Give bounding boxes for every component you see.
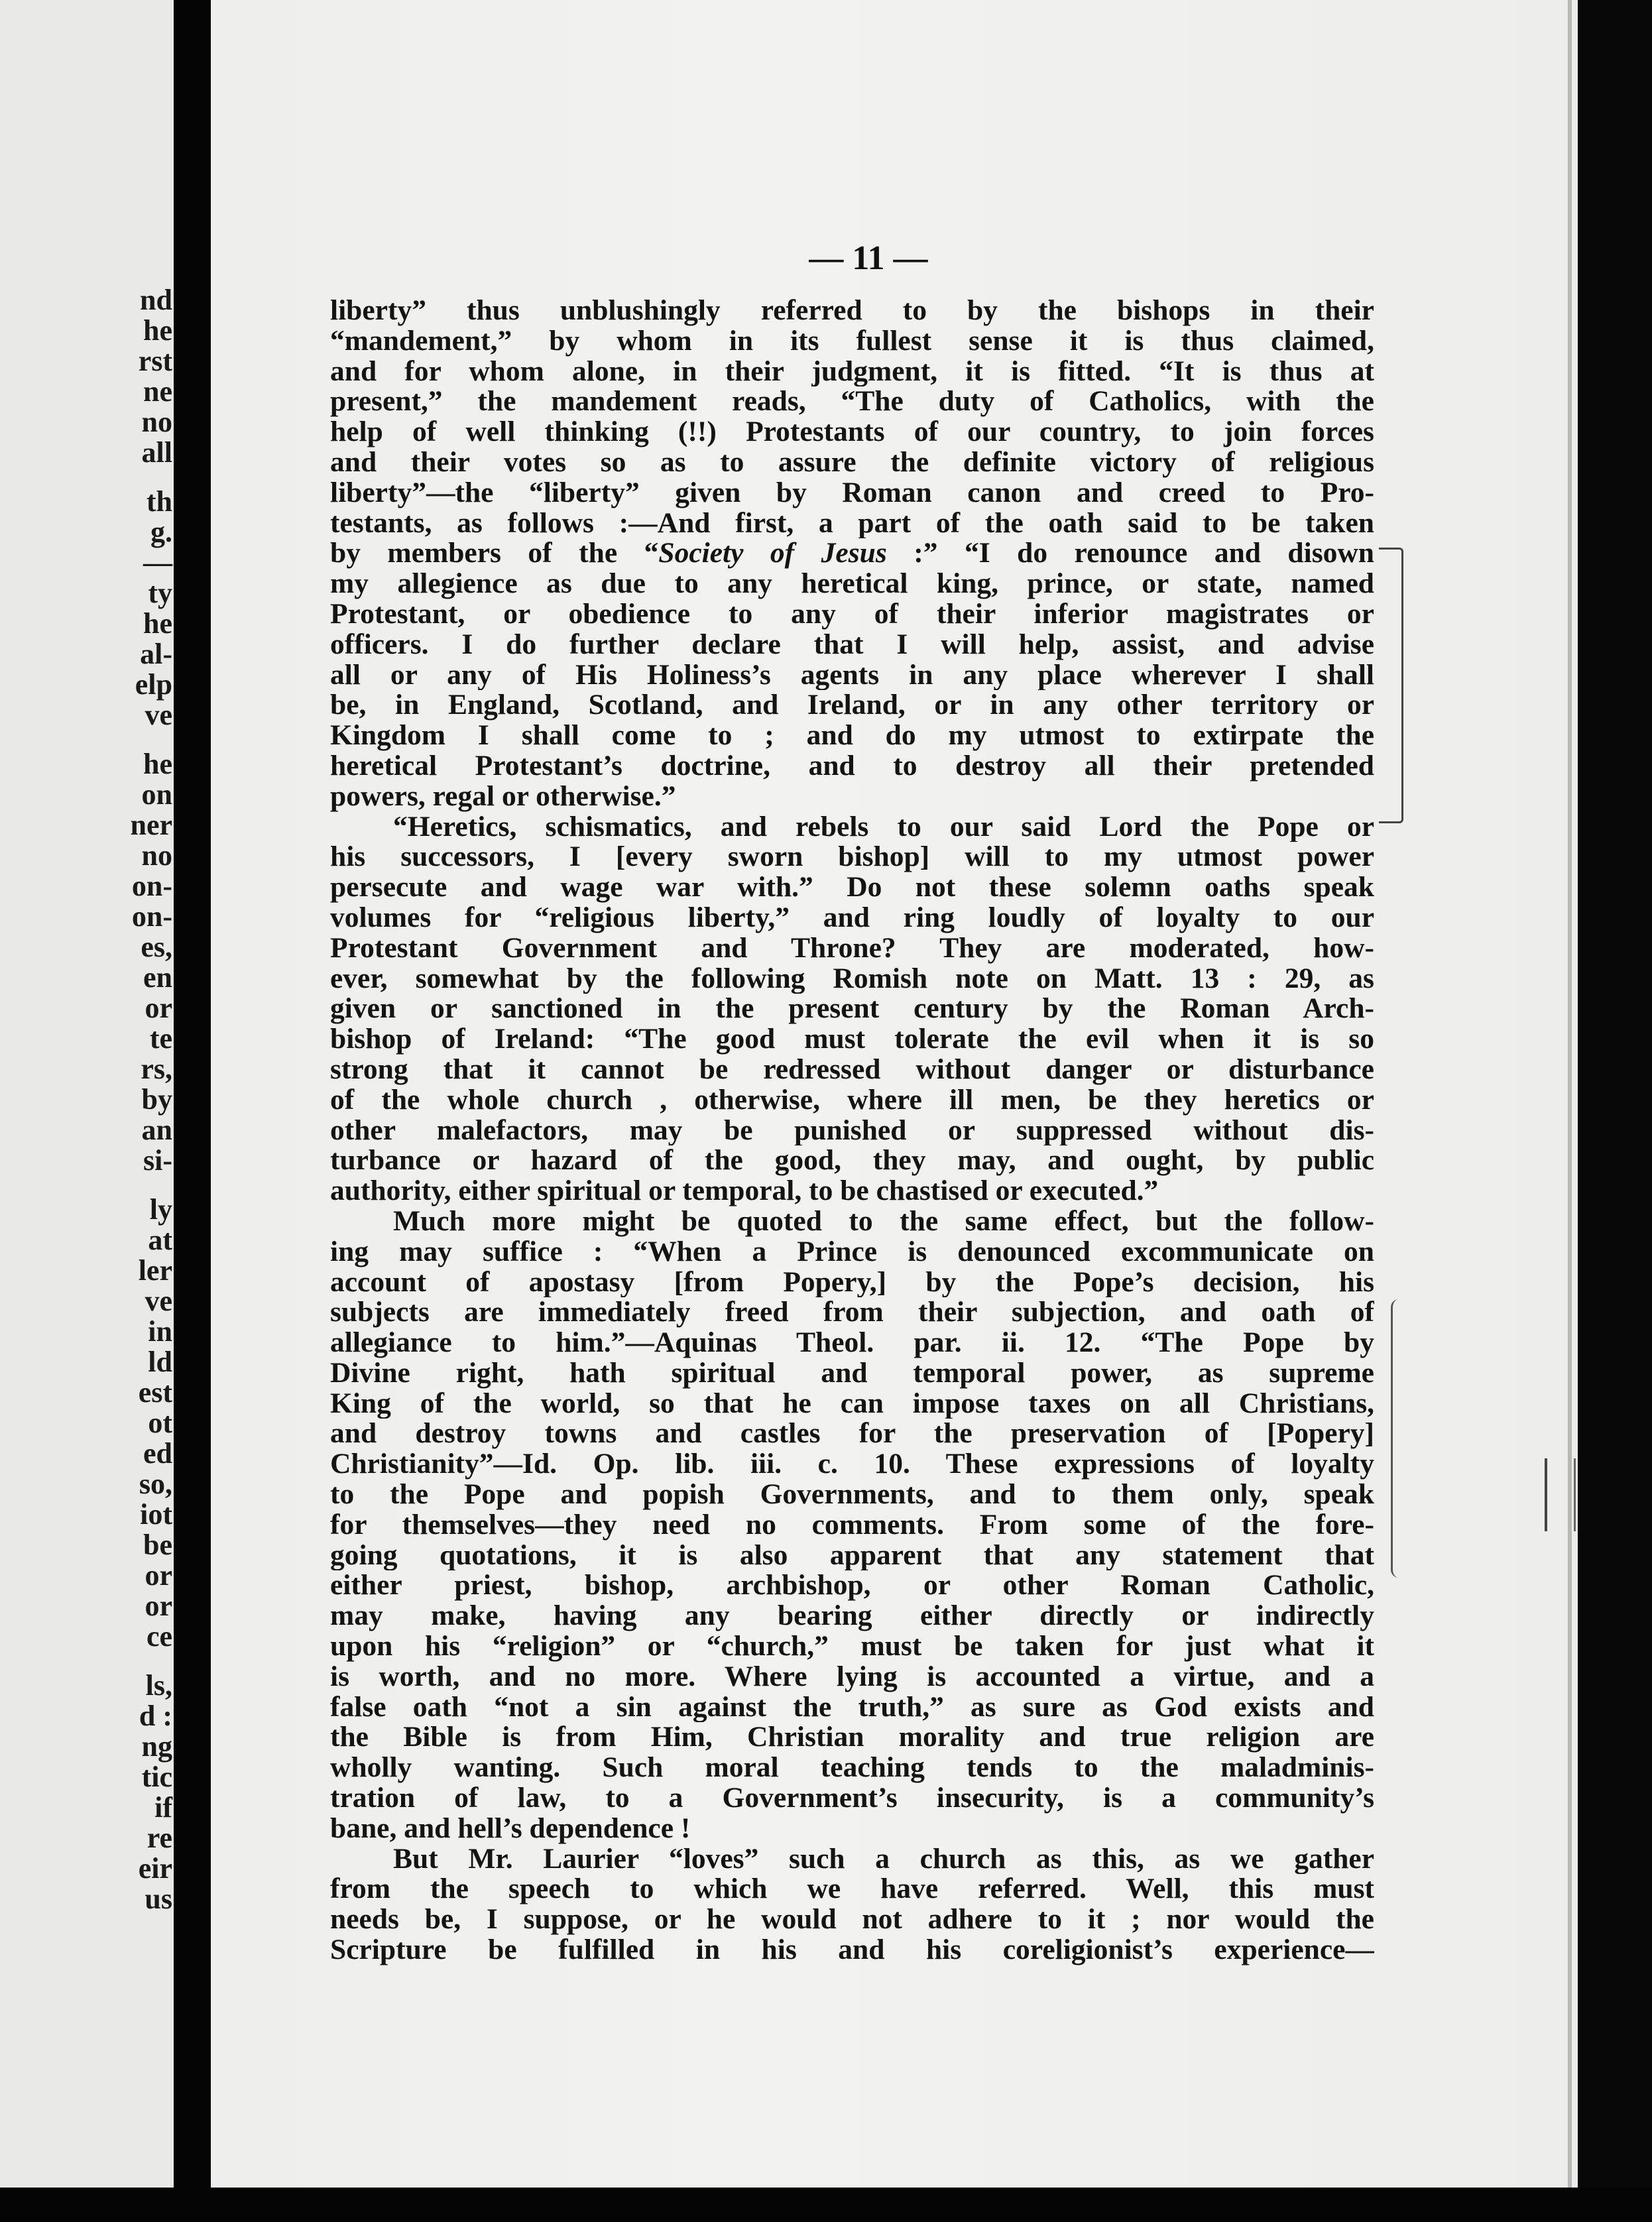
line-fragment: at	[148, 1224, 172, 1256]
text-line: false oath “not a sin against the truth,” as sure as God exists and	[330, 1692, 1374, 1723]
line-fragment: ng	[141, 1730, 172, 1763]
binding-gutter	[174, 0, 212, 2222]
line-fragment: ty	[148, 577, 172, 609]
text-line: turbance or hazard of the good, they may, and ought, by public	[330, 1145, 1374, 1177]
line-fragment: ld	[148, 1346, 172, 1378]
line-fragment: ot	[148, 1407, 172, 1439]
text-line	[330, 538, 1374, 569]
line-fragment: if	[154, 1791, 172, 1824]
line-fragment: an	[141, 1114, 172, 1146]
line-fragment: or	[145, 1590, 172, 1622]
line-fragment: al-	[140, 638, 172, 670]
line-fragment: ne	[143, 375, 172, 408]
line-fragment: iot	[140, 1498, 172, 1531]
line-fragment: so,	[139, 1468, 172, 1500]
text-line: Protestant Government and Throne? They are moderated, how-	[330, 933, 1374, 964]
line-fragment: ve	[145, 699, 172, 731]
text-line: and destroy towns and castles for the preservation of [Popery]	[330, 1419, 1374, 1450]
text-line: powers, regal or otherwise.”	[330, 781, 676, 812]
line-fragment: ce	[146, 1620, 172, 1653]
text-line: ing may suffice : “When a Prince is denounced excommunicate on	[330, 1236, 1374, 1267]
text-line: and their votes so as to assure the definite victory of religious	[330, 447, 1374, 478]
line-fragment: te	[149, 1022, 172, 1055]
line-fragment: rst	[138, 345, 172, 377]
text-line: the Bible is from Him, Christian morality and true religion are	[330, 1722, 1374, 1753]
text-line: account of apostasy [from Popery,] by the Pope’s decision, his	[330, 1267, 1374, 1298]
text-line: volumes for “religious liberty,” and ring loudly of loyalty to our	[330, 902, 1374, 933]
line-fragment: ler	[138, 1254, 172, 1287]
text-line: Kingdom I shall come to ; and do my utmost to extirpate the	[330, 721, 1374, 751]
text-line: upon his “religion” or “church,” must be taken for just what it	[330, 1631, 1374, 1662]
margin-bracket-mark	[1379, 548, 1403, 823]
previous-page-strip	[0, 0, 182, 2188]
text-line: subjects are immediately freed from their subjection, and oath of	[330, 1297, 1374, 1328]
text-line: Scripture be fulfilled in his and his coreligionist’s experience—	[330, 1935, 1374, 1965]
text-line: testants, as follows :—And first, a part of the oath said to be taken	[330, 508, 1374, 539]
line-fragment: us	[145, 1883, 172, 1915]
paragraph-gap	[0, 1652, 172, 1670]
text-line: going quotations, it is also apparent that any statement that	[330, 1540, 1374, 1571]
text-line: all or any of His Holiness’s agents in any place wherever I shall	[330, 660, 1374, 691]
text-line: either priest, bishop, archbishop, or other Roman Catholic,	[330, 1570, 1374, 1602]
line-fragment: all	[141, 436, 172, 469]
italic-text-run: Society of Jesus	[658, 538, 887, 569]
text-line: liberty” thus unblushingly referred to by the bishops in their	[330, 296, 1374, 326]
line-fragment: he	[143, 607, 172, 640]
line-fragment: g.	[150, 516, 172, 548]
text-line: tration of law, to a Government’s insecurity, is a community’s	[330, 1783, 1374, 1814]
text-line: strong that it cannot be redressed without danger or disturbance	[330, 1054, 1374, 1085]
text-line: Christianity”—Id. Op. lib. iii. c. 10. These expressions of loyalty	[330, 1449, 1374, 1480]
page-edge	[1568, 0, 1572, 2188]
text-line: officers. I do further declare that I will help, assist, and advise	[330, 629, 1374, 660]
line-fragment: elp	[135, 668, 172, 701]
text-run: by members of the “	[330, 538, 659, 569]
text-line: present,” the mandement reads, “The duty of Catholics, with the	[330, 386, 1374, 418]
text-line: bishop of Ireland: “The good must tolerate the evil when it is so	[330, 1024, 1374, 1055]
text-line: heretical Protestant’s doctrine, and to destroy all their pretended	[330, 750, 1374, 782]
text-line: “Heretics, schismatics, and rebels to our said Lord the Pope or	[393, 811, 1374, 843]
line-fragment: by	[141, 1083, 172, 1116]
line-fragment: no	[141, 406, 172, 438]
text-line: his successors, I [every sworn bishop] will to my utmost power	[330, 842, 1374, 873]
line-fragment: d :	[139, 1700, 172, 1732]
text-line: of the whole church , otherwise, where ill men, be they heretics or	[330, 1084, 1374, 1116]
margin-pencil-mark	[1545, 1458, 1576, 1531]
paragraph-gap	[0, 468, 172, 487]
text-line: Much more might be quoted to the same effect, but the follow-	[393, 1206, 1374, 1237]
line-fragment: or	[145, 1559, 172, 1592]
line-fragment: th	[146, 485, 172, 518]
text-line: persecute and wage war with.” Do not these solemn oaths speak	[330, 872, 1374, 903]
text-line: be, in England, Scotland, and Ireland, or in any other territory or	[330, 690, 1374, 721]
text-line: help of well thinking (!!) Protestants of our country, to join forces	[330, 417, 1374, 447]
text-line: and for whom alone, in their judgment, it is fitted. “It is thus at	[330, 356, 1374, 387]
body-text	[330, 296, 1374, 1965]
line-fragment: ner	[130, 809, 172, 841]
right-border	[1578, 0, 1652, 2222]
text-line: given or sanctioned in the present century by the Roman Arch-	[330, 994, 1374, 1025]
text-line: authority, either spiritual or temporal, to be chastised or executed.”	[330, 1176, 1159, 1206]
text-line: wholly wanting. Such moral teaching tends to the maladminis-	[330, 1753, 1374, 1784]
line-fragment: eir	[138, 1852, 172, 1885]
line-fragment: rs,	[141, 1053, 172, 1085]
line-fragment: ed	[143, 1437, 172, 1470]
text-line: liberty”—the “liberty” given by Roman canon and creed to Pro-	[330, 477, 1374, 508]
line-fragment: si-	[143, 1144, 172, 1177]
text-line: “mandement,” by whom in its fullest sense it is thus claimed,	[330, 325, 1374, 357]
bottom-border	[0, 2188, 1652, 2222]
line-fragment: ve	[145, 1285, 172, 1317]
text-line: for themselves—they need no comments. From some of the fore-	[330, 1509, 1374, 1541]
text-line: needs be, I suppose, or he would not adhere to it ; nor would the	[330, 1904, 1374, 1936]
line-fragment: tic	[141, 1761, 172, 1793]
line-fragment: est	[138, 1376, 172, 1409]
line-fragment: no	[141, 839, 172, 872]
text-line: allegiance to him.”—Aquinas Theol. par. ii. 12. “The Pope by	[330, 1328, 1374, 1358]
text-line: Divine right, hath spiritual and temporal power, as supreme	[330, 1358, 1374, 1389]
line-fragment: —	[143, 546, 172, 579]
paragraph-gap	[0, 731, 172, 749]
margin-bracket-mark	[1391, 1299, 1402, 1578]
text-line: bane, and hell’s dependence !	[330, 1813, 691, 1844]
text-line: But Mr. Laurier “loves” such a church as this, as we gather	[393, 1843, 1374, 1875]
line-fragment: es,	[141, 931, 172, 963]
paragraph-gap	[0, 1176, 172, 1195]
text-run: :” “I do renounce and disown	[886, 538, 1374, 569]
line-fragment: nd	[140, 284, 172, 316]
line-fragment: on-	[131, 900, 172, 933]
line-fragment: or	[145, 992, 172, 1024]
line-fragment: ly	[149, 1193, 172, 1226]
text-line: ever, somewhat by the following Romish note on Matt. 13 : 29, as	[330, 963, 1374, 994]
text-line: to the Pope and popish Governments, and to them only, speak	[330, 1480, 1374, 1510]
text-line: my allegience as due to any heretical king, prince, or state, named	[330, 569, 1374, 599]
line-fragment: he	[143, 314, 172, 347]
line-fragment: on-	[131, 870, 172, 902]
text-line: other malefactors, may be punished or suppressed without dis-	[330, 1115, 1374, 1146]
text-line: Protestant, or obedience to any of their inferior magistrates or	[330, 599, 1374, 630]
line-fragment: be	[143, 1529, 172, 1561]
line-fragment: in	[148, 1315, 172, 1348]
page-number: — 11 —	[809, 239, 928, 277]
previous-page-line-endings	[0, 285, 172, 1914]
line-fragment: en	[143, 961, 172, 994]
text-line: from the speech to which we have referred. Well, this must	[330, 1874, 1374, 1905]
line-fragment: on	[141, 778, 172, 811]
line-fragment: re	[147, 1822, 172, 1854]
line-fragment: he	[143, 748, 172, 780]
text-line: King of the world, so that he can impose taxes on all Christians,	[330, 1388, 1374, 1419]
line-fragment: ls,	[145, 1669, 172, 1702]
text-line: may make, having any bearing either directly or indirectly	[330, 1601, 1374, 1632]
text-line: is worth, and no more. Where lying is accounted a virtue, and a	[330, 1661, 1374, 1692]
